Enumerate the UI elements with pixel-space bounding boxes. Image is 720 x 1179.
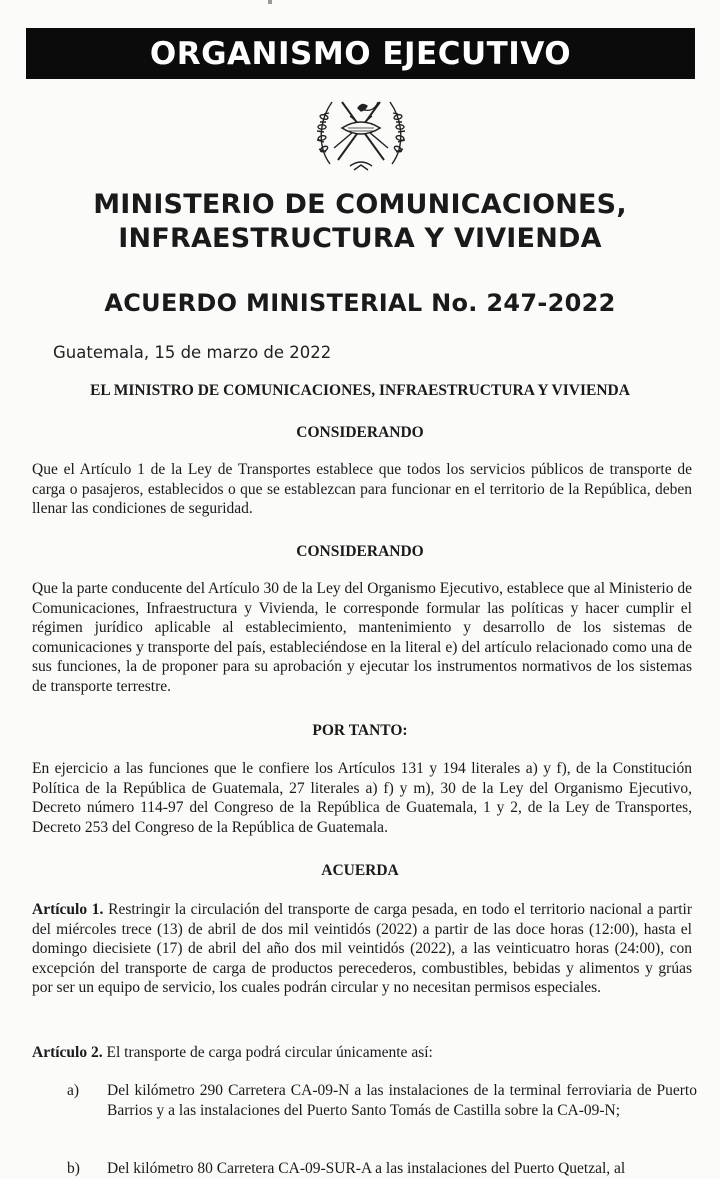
articulo-1-text: Restringir la circulación del transporte de carga pesada, en todo el territorio nacional a partir del miércoles trece (13) de abril de dos mil veintidós (2022) a partir de las doce horas (12:00), hasta el domingo diecisiete (17) de abril del año dos mil veintidós (2022), a las veinticuatro horas (24:00), con excepción del transporte de carga de productos perecederos, combustibles, bebidas y alimentos y grúas por ser un equipo de servicio, los cuales podrán circular y no necesitan permisos especiales. [32,901,693,996]
considerando-heading-1: CONSIDERANDO [296,424,424,441]
articulo-1-label: Artículo 1. [32,901,104,918]
acuerdo-title: ACUERDO MINISTERIAL No. 247-2022 [104,289,616,317]
articulo-2-text: El transporte de carga podrá circular únicamente así: [102,1044,433,1061]
ministry-title-line-1: MINISTERIO DE COMUNICACIONES, [93,189,627,220]
articulo-2 [32,1043,692,1063]
considerando-text-1: Que el Artículo 1 de la Ley de Transportes establece que todos los servicios públicos de transporte de carga o pasajeros, establecidos o que se establezcan para funcionar en el territorio de la República, deben llenar las condiciones de seguridad. [32,461,692,517]
organism-banner: ORGANISMO EJECUTIVO [26,28,695,79]
coat-of-arms-seal [312,86,410,176]
articulo-2-label: Artículo 2. [32,1044,103,1061]
acuerda-heading: ACUERDA [321,862,399,879]
list-marker-a: a) [67,1082,80,1099]
list-marker-b: b) [67,1160,80,1177]
list-text-b: Del kilómetro 80 Carretera CA-09-SUR-A a las instalaciones del Puerto Quetzal, al [107,1160,626,1177]
considerando-heading-2: CONSIDERANDO [296,543,424,560]
authority-heading: EL MINISTRO DE COMUNICACIONES, INFRAESTRUCTURA Y VIVIENDA [90,382,630,399]
por-tanto-text: En ejercicio a las funciones que le confiere los Artículos 131 y 194 literales a) y f), de la Constitución Política de la República de Guatemala, 27 literales a) f) y m), 30 de la Ley del Organismo Ejecutivo, Decreto número 114-97 del Congreso de la República de Guatemala, 1 y 2, de la Ley de Transportes, Decreto 253 del Congreso de la República de Guatemala. [32,760,692,836]
ministry-title-line-2: INFRAESTRUCTURA Y VIVIENDA [118,223,602,254]
list-text-a: Del kilómetro 290 Carretera CA-09-N a las instalaciones de la terminal ferroviaria de Puerto Barrios y a las instalaciones del Puerto Santo Tomás de Castilla sobre la CA-09-N; [107,1082,697,1119]
por-tanto-heading: POR TANTO: [312,722,408,739]
articulo-1 [32,900,692,998]
considerando-text-2: Que la parte conducente del Artículo 30 de la Ley del Organismo Ejecutivo, establece que al Ministerio de Comunicaciones, Infraestructura y Vivienda, le corresponde formular las políticas y hacer cumplir el régimen jurídico aplicable al establecimiento, mantenimiento y desarrollo de los sistemas de comunicaciones y transporte del país, estableciéndose en la literal e) del artículo relacionado como una de sus funciones, la de proponer para su aprobación y ejecutar los instrumentos normativos de los sistemas de transporte terrestre. [32,580,692,695]
ministry-title [0,188,720,256]
page-edge-mark [268,0,272,4]
document-date: Guatemala, 15 de marzo de 2022 [53,343,332,362]
